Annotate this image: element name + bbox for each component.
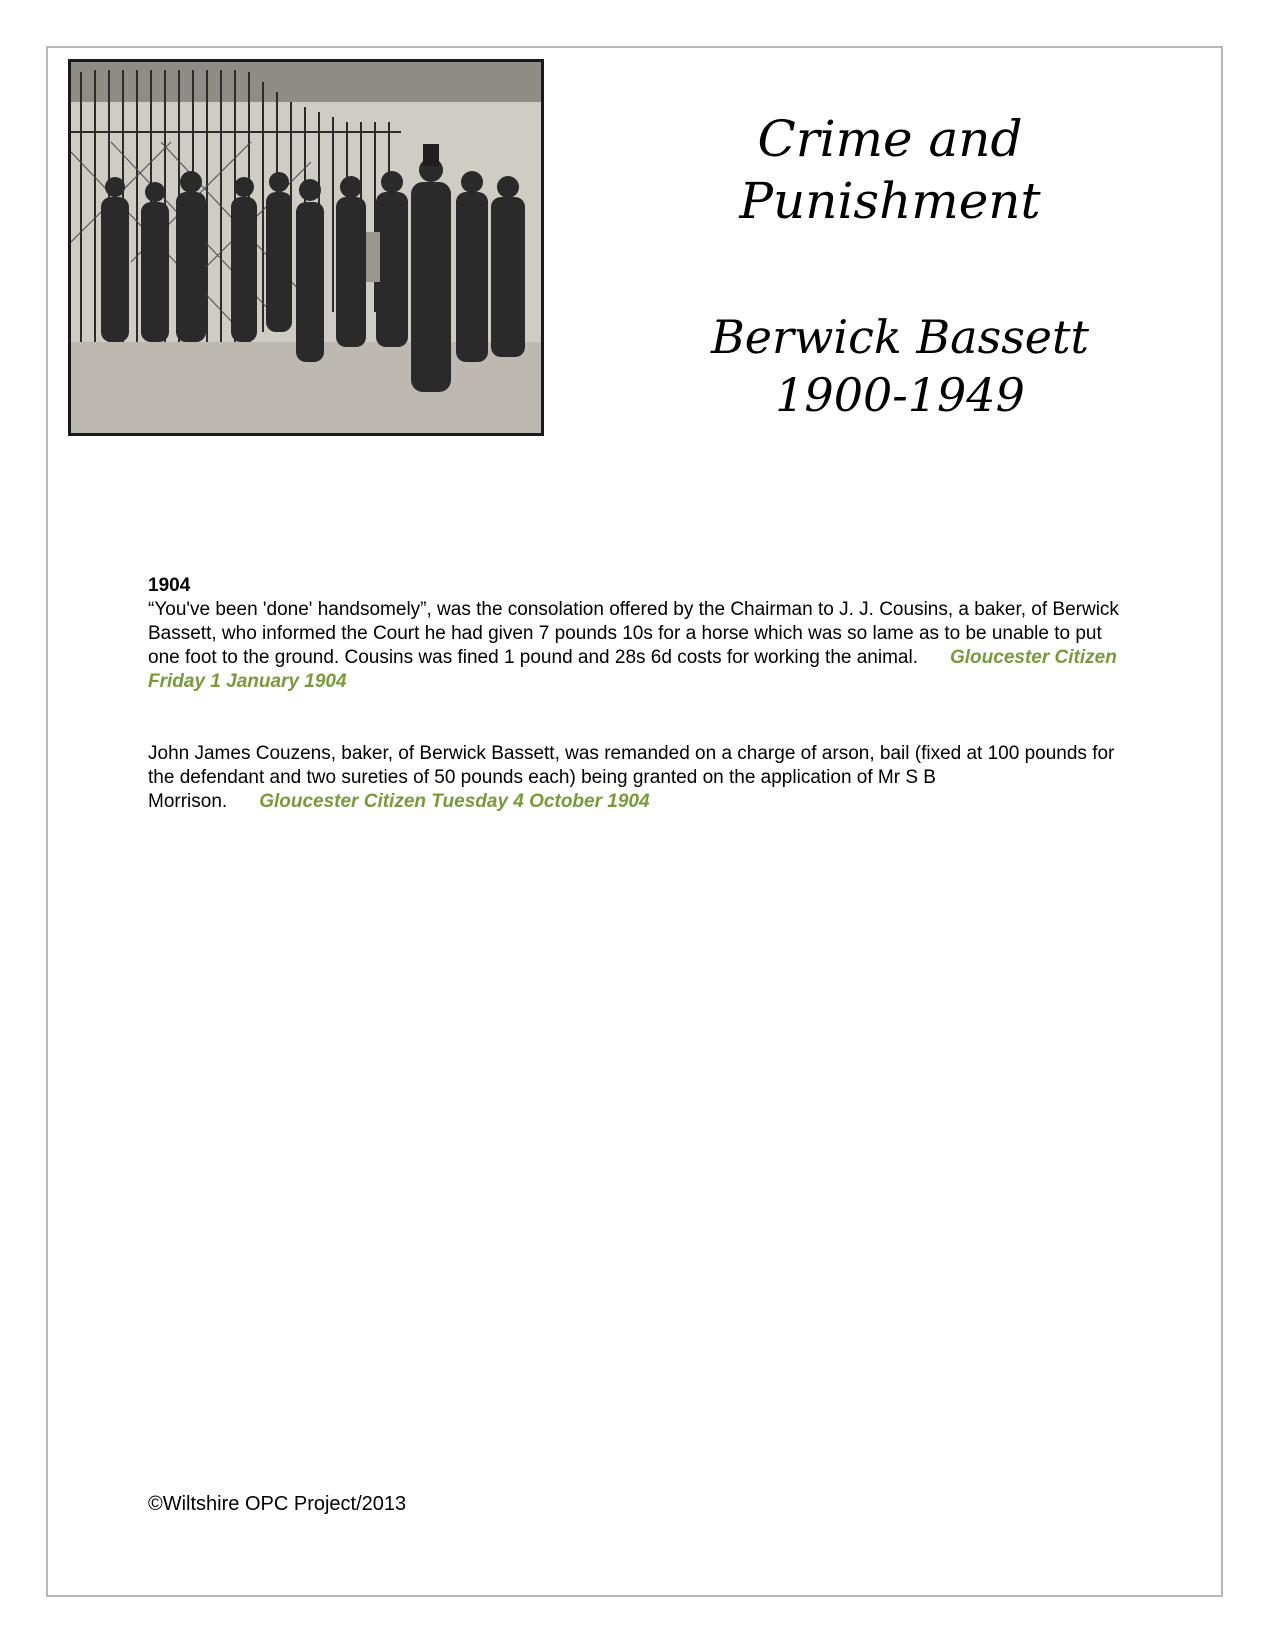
copyright-footer: ©Wiltshire OPC Project/2013: [148, 1493, 407, 1515]
page-subtitle: [690, 308, 1110, 424]
title-line-2: Punishment: [739, 172, 1041, 230]
entry-paragraph: [148, 742, 1128, 814]
source-citation: Gloucester Citizen Friday 1 January 1904: [148, 647, 1117, 692]
entry-text: John James Couzens, baker, of Berwick Bassett, was remanded on a charge of arson, bail (fixed at 100 pounds for the defendant and two sureties of 50 pounds each) being granted on the application of Mr S B Morrison.: [148, 743, 1115, 812]
subtitle-place: Berwick Bassett: [711, 310, 1089, 364]
entry-text: “You've been 'done' handsomely”, was the consolation offered by the Chairman to J. J. Cousins, a baker, of Berwick Bassett, who informed the Court he had given 7 pounds 10s for a horse which was so lame as to be unable to put one foot to the ground. Cousins was fined 1 pound and 28s 6d costs for working the animal.: [148, 599, 1119, 668]
prison-engraving-image: [68, 59, 544, 436]
page-title: [700, 108, 1080, 232]
title-line-1: Crime and: [757, 110, 1023, 168]
engraving-svg: [71, 62, 541, 433]
source-citation: Gloucester Citizen Tuesday 4 October 1904: [259, 791, 650, 812]
main-content: [148, 574, 1128, 862]
subtitle-date-range: 1900-1949: [775, 368, 1025, 422]
year-heading: 1904: [148, 575, 191, 596]
entry-paragraph: [148, 598, 1128, 694]
